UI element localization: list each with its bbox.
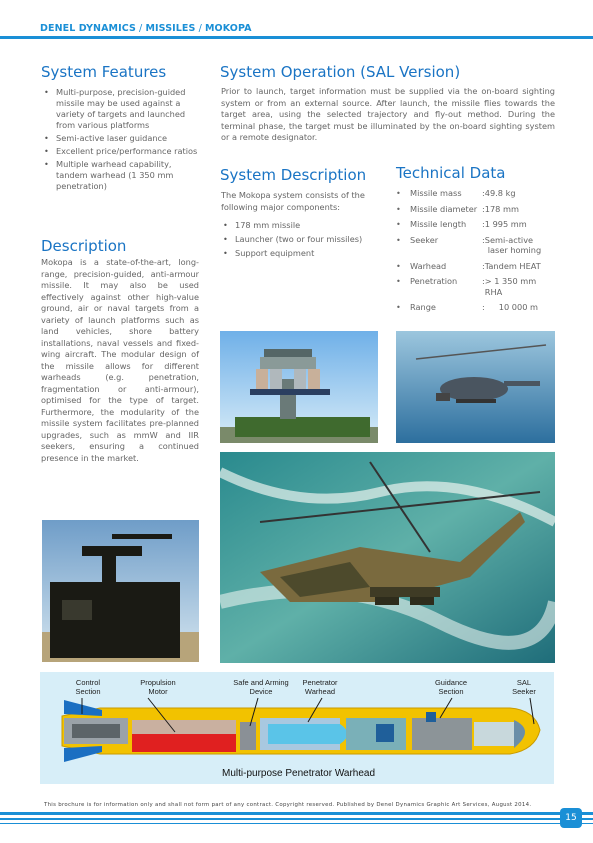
footer-disclaimer: This brochure is for information only and shall not form part of any contract. Copyright reserved. Published by Denel Dynamics Graphic Art Services, August 2014. <box>44 802 532 808</box>
tech-value <box>485 204 541 220</box>
tech-value <box>485 219 541 235</box>
tech-value-text: 178 mm <box>484 203 519 214</box>
list-item: • Multi-purpose, precision-guided missile may be used against a variety of targets and launched from various platforms <box>42 87 204 131</box>
label-control-section: Control Section <box>75 678 101 696</box>
list-item: • 178 mm missile <box>221 219 381 231</box>
tech-value-text: laser homing <box>487 245 542 255</box>
launcher-silhouette-image <box>42 520 199 662</box>
list-item: • Multiple warhead capability, tandem warhead (1 350 mm penetration) <box>42 159 204 192</box>
helicopter-sea-image <box>396 331 555 443</box>
tech-sep: : <box>482 234 485 245</box>
tech-value-text: 49.8 kg <box>484 188 516 198</box>
label-penetrator-warhead: Penetrator Warhead <box>302 678 338 696</box>
breadcrumb-item: MOKOPA <box>205 23 252 34</box>
tech-value-text: 10 000 m <box>498 302 538 312</box>
helicopter-sea-photo <box>396 331 555 443</box>
list-item: • Semi-active laser guidance <box>42 133 204 144</box>
tech-sep: : <box>482 219 485 229</box>
header-rule <box>0 36 593 39</box>
table-row: • Seeker : Semi-active laser homing <box>396 235 541 261</box>
label-guidance-section: Guidance Section <box>434 678 468 696</box>
table-row: • Missile length : 1 995 mm <box>396 219 541 235</box>
tech-value <box>485 235 541 261</box>
features-list <box>42 87 204 194</box>
tech-sep: : <box>482 188 485 198</box>
tech-key: Range <box>410 302 436 312</box>
tech-sep: : <box>482 203 485 214</box>
attack-helicopter-image <box>220 452 555 663</box>
list-item: • Launcher (two or four missiles) <box>221 233 381 245</box>
tech-key: Missile mass <box>410 188 462 198</box>
features-heading: System Features <box>41 63 167 81</box>
breadcrumb-separator: / <box>195 23 205 34</box>
operation-heading: System Operation (SAL Version) <box>220 63 461 81</box>
label-safe-arming-device: Safe and Arming Device <box>233 678 289 696</box>
technical-heading: Technical Data <box>396 164 506 182</box>
system-description-heading: System Description <box>220 166 367 184</box>
page-header <box>0 0 593 38</box>
launcher-silhouette-photo <box>42 520 199 662</box>
table-row: • Range : 10 000 m <box>396 302 541 313</box>
list-item: • Support equipment <box>221 247 381 259</box>
table-row: • Missile mass : 49.8 kg <box>396 188 541 204</box>
list-item: • Excellent price/performance ratios <box>42 146 204 157</box>
footer-rule <box>0 823 593 824</box>
tech-key: Penetration <box>410 276 458 286</box>
footer-rule <box>0 818 593 820</box>
attack-helicopter-photo <box>220 452 555 663</box>
components-list <box>221 219 381 261</box>
tech-value-text: Tandem HEAT <box>484 260 541 271</box>
tech-key: Missile length <box>410 219 467 229</box>
system-description-intro: The Mokopa system consists of the following major components: <box>221 190 365 212</box>
tech-value-text: RHA <box>484 286 503 297</box>
label-propulsion-motor: Propulsion Motor <box>140 678 176 696</box>
breadcrumb <box>40 23 252 34</box>
tech-key: Warhead <box>410 260 447 271</box>
tech-value-text: 1 995 mm <box>484 219 527 229</box>
tech-value <box>485 302 541 313</box>
tech-sep: : <box>482 302 485 312</box>
breadcrumb-separator: / <box>135 23 146 34</box>
table-row: • Warhead : Tandem HEAT <box>396 261 541 277</box>
description-text: Mokopa is a state-of-the-art, long-range, precision-guided, anti-armour missile. It may also be used effectively against other high-value ground, air or naval targets from a variety of launch platforms such as land vehicles, shore battery installations, naval vessels and fixed-wing aircraft. The modular design of the missile allows for different warheads (e.g. penetration, fragmentation or anti-armour), optimised for the type of target. Furthermore, the modularity of the missile system facilitates pre-planned upgrades, such as mmW and IIR seekers, ensuring a continued presence in the market. <box>41 257 199 463</box>
breadcrumb-item: MISSILES <box>145 23 196 34</box>
tech-value-text: Semi-active <box>484 234 534 245</box>
tech-value <box>485 276 541 302</box>
tech-sep: : <box>482 260 485 271</box>
tech-value-text: > 1 350 mm <box>484 276 537 286</box>
footer-rule <box>0 812 593 815</box>
table-row: • Missile diameter : 178 mm <box>396 204 541 220</box>
label-sal-seeker: SAL Seeker <box>512 678 536 696</box>
tech-key: Missile diameter <box>410 203 478 214</box>
table-row: • Penetration : > 1 350 mm RHA <box>396 276 541 302</box>
diagram-caption: Multi-purpose Penetrator Warhead <box>222 768 376 779</box>
tech-value <box>485 261 541 277</box>
technical-table <box>396 188 541 313</box>
launcher-image <box>220 331 378 443</box>
tech-key: Seeker <box>410 234 439 245</box>
launcher-photo <box>220 331 378 443</box>
breadcrumb-item: DENEL DYNAMICS <box>40 23 136 34</box>
tech-value <box>485 188 541 204</box>
page-number: 15 <box>560 808 582 828</box>
tech-sep: : <box>482 276 485 286</box>
operation-text: Prior to launch, target information must be supplied via the on-board sighting system or from an external source. After launch, the missile flies towards the target area, using the selected trajectory and fly-out method. During the terminal phase, the target must be illuminated by the on-board sighting system or a remote designator. <box>221 86 555 142</box>
description-heading: Description <box>41 237 127 255</box>
